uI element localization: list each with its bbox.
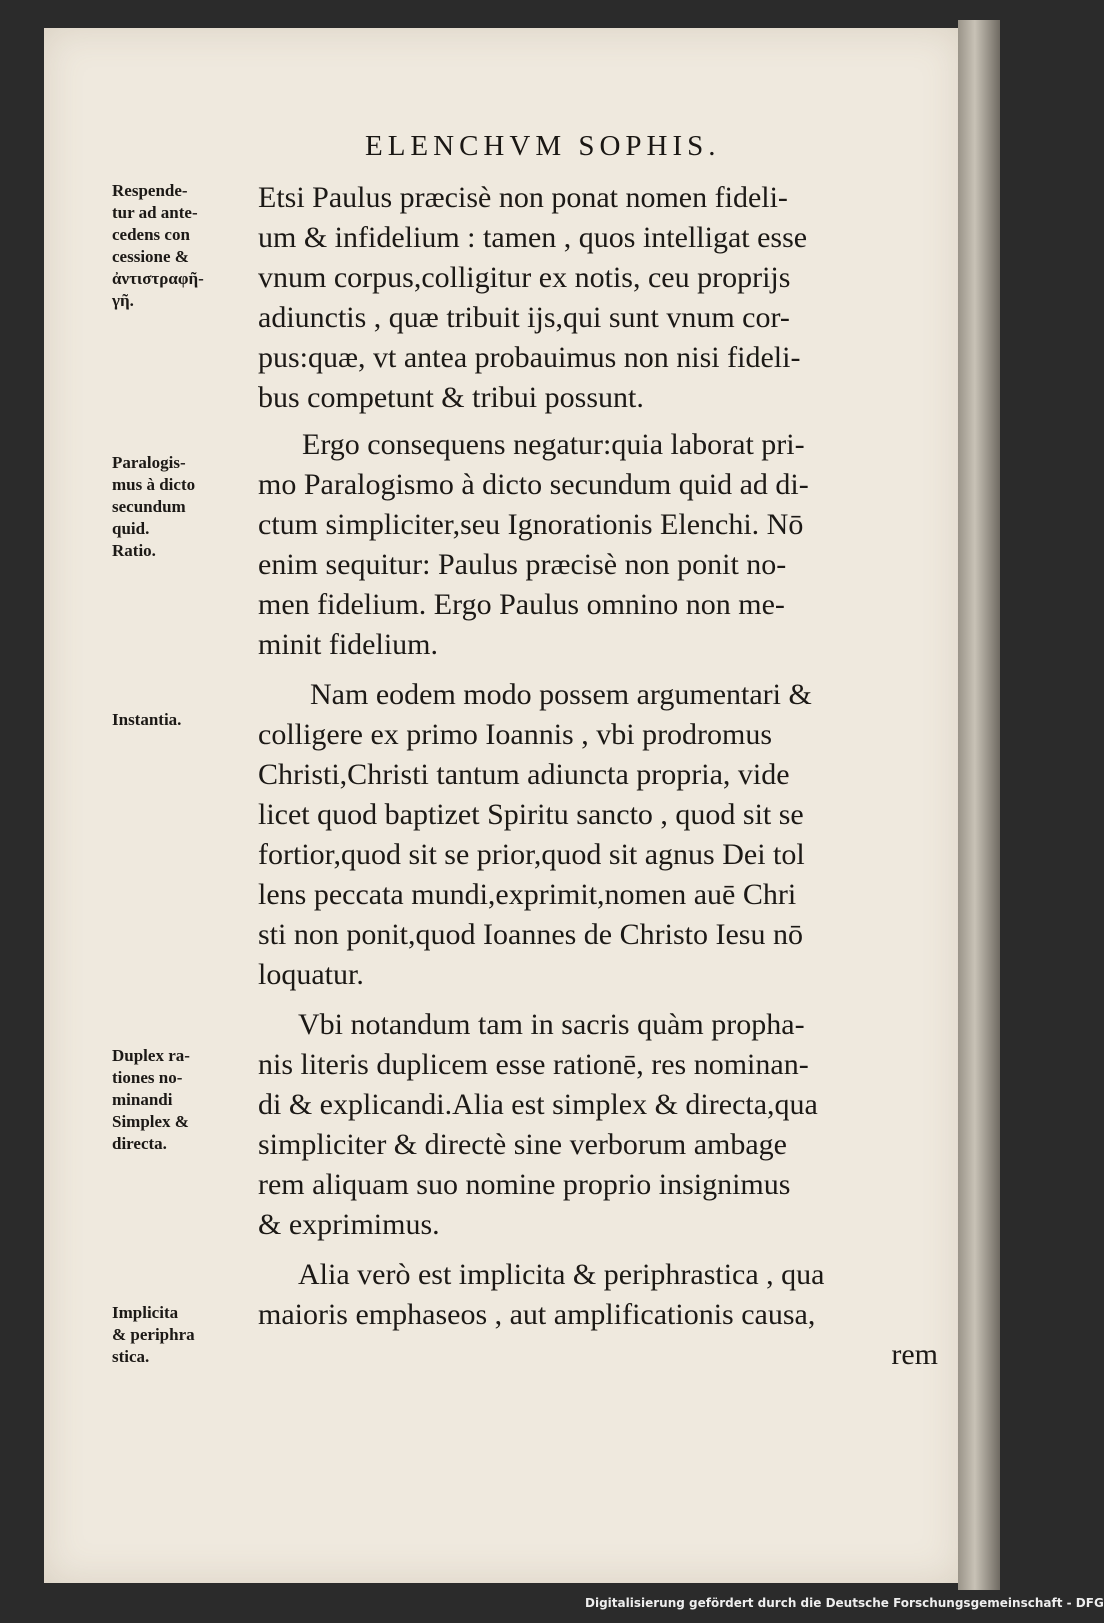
text-line: ctum simpliciter,seu Ignorationis Elenchi. Nō [258, 508, 804, 541]
text-line: Ergo consequens negatur:quia laborat pri- [302, 428, 805, 461]
running-head: ELENCHVM SOPHIS. [365, 130, 721, 162]
text-line: Christi,Christi tantum adiuncta propria, vide [258, 758, 790, 791]
margin-note-1 [112, 180, 252, 312]
text-line: simpliciter & directè sine verborum ambage [258, 1128, 787, 1161]
text-line: lens peccata mundi,exprimit,nomen auē Chri [258, 878, 797, 911]
text-line: fortior,quod sit se prior,quod sit agnus Dei tol [258, 838, 805, 871]
digitization-credit: Digitalisierung gefördert durch die Deutsche Forschungsgemeinschaft - DFG [585, 1596, 1104, 1610]
text-line: bus competunt & tribui possunt. [258, 381, 644, 414]
text-line: maioris emphaseos , aut amplificationis causa, [258, 1298, 816, 1331]
margin-note-line: mus à dicto [112, 475, 196, 494]
margin-note-4 [112, 1045, 252, 1155]
margin-note-line: Instantia. [112, 710, 182, 729]
text-line: pus:quæ, vt antea probauimus non nisi fideli- [258, 341, 801, 374]
paragraph-4 [258, 1005, 938, 1245]
margin-note-line: tur ad ante- [112, 203, 198, 222]
text-line: sti non ponit,quod Ioannes de Christo Iesu nō [258, 918, 803, 951]
margin-note-line: γῆ. [112, 291, 134, 310]
paragraph-2 [258, 425, 938, 665]
margin-note-line: Respende- [112, 181, 188, 200]
margin-note-line: ἀντιστραφῆ- [112, 269, 204, 288]
margin-note-line: cedens con [112, 225, 190, 244]
text-line: vnum corpus,colligitur ex notis, ceu proprijs [258, 261, 791, 294]
margin-note-line: Ratio. [112, 541, 156, 560]
margin-note-line: cessione & [112, 247, 189, 266]
text-line: di & explicandi.Alia est simplex & directa,qua [258, 1088, 818, 1121]
text-line: & exprimimus. [258, 1208, 440, 1241]
paragraph-3 [258, 675, 938, 995]
margin-note-5 [112, 1302, 252, 1368]
margin-note-line: Paralogis- [112, 453, 186, 472]
paragraph-5 [258, 1255, 938, 1375]
margin-note-line: minandi [112, 1090, 173, 1109]
margin-note-line: stica. [112, 1347, 150, 1366]
text-line: rem aliquam suo nomine proprio insignimus [258, 1168, 791, 1201]
margin-note-line: & periphra [112, 1325, 195, 1344]
text-line: men fidelium. Ergo Paulus omnino non me- [258, 588, 785, 621]
text-line: minit fidelium. [258, 628, 438, 661]
text-line: loquatur. [258, 958, 364, 991]
margin-note-line: Duplex ra- [112, 1046, 190, 1065]
margin-note-line: Simplex & [112, 1112, 189, 1131]
margin-note-line: quid. [112, 519, 150, 538]
text-line: Vbi notandum tam in sacris quàm propha- [298, 1008, 805, 1041]
text-line: enim sequitur: Paulus præcisè non ponit no- [258, 548, 787, 581]
catchword: rem [891, 1338, 938, 1371]
text-line: colligere ex primo Ioannis , vbi prodromus [258, 718, 773, 751]
text-line: Etsi Paulus præcisè non ponat nomen fideli- [258, 181, 788, 214]
margin-note-line: directa. [112, 1134, 167, 1153]
text-line: Nam eodem modo possem argumentari & [310, 678, 812, 711]
margin-note-line: secundum [112, 497, 186, 516]
paragraph-1 [258, 178, 938, 418]
margin-note-3 [112, 709, 252, 731]
text-line: licet quod baptizet Spiritu sancto , quod sit se [258, 798, 804, 831]
text-line: mo Paralogismo à dicto secundum quid ad di- [258, 468, 809, 501]
text-line: adiunctis , quæ tribuit ijs,qui sunt vnum cor- [258, 301, 790, 334]
margin-note-2 [112, 452, 252, 562]
text-line: Alia verò est implicita & periphrastica , qua [298, 1258, 825, 1291]
margin-note-line: tiones no- [112, 1068, 183, 1087]
page-edge [958, 20, 1000, 1590]
text-line: nis literis duplicem esse rationē, res nominan- [258, 1048, 809, 1081]
margin-note-line: Implicita [112, 1303, 179, 1322]
text-line: um & infidelium : tamen , quos intelligat esse [258, 221, 808, 254]
